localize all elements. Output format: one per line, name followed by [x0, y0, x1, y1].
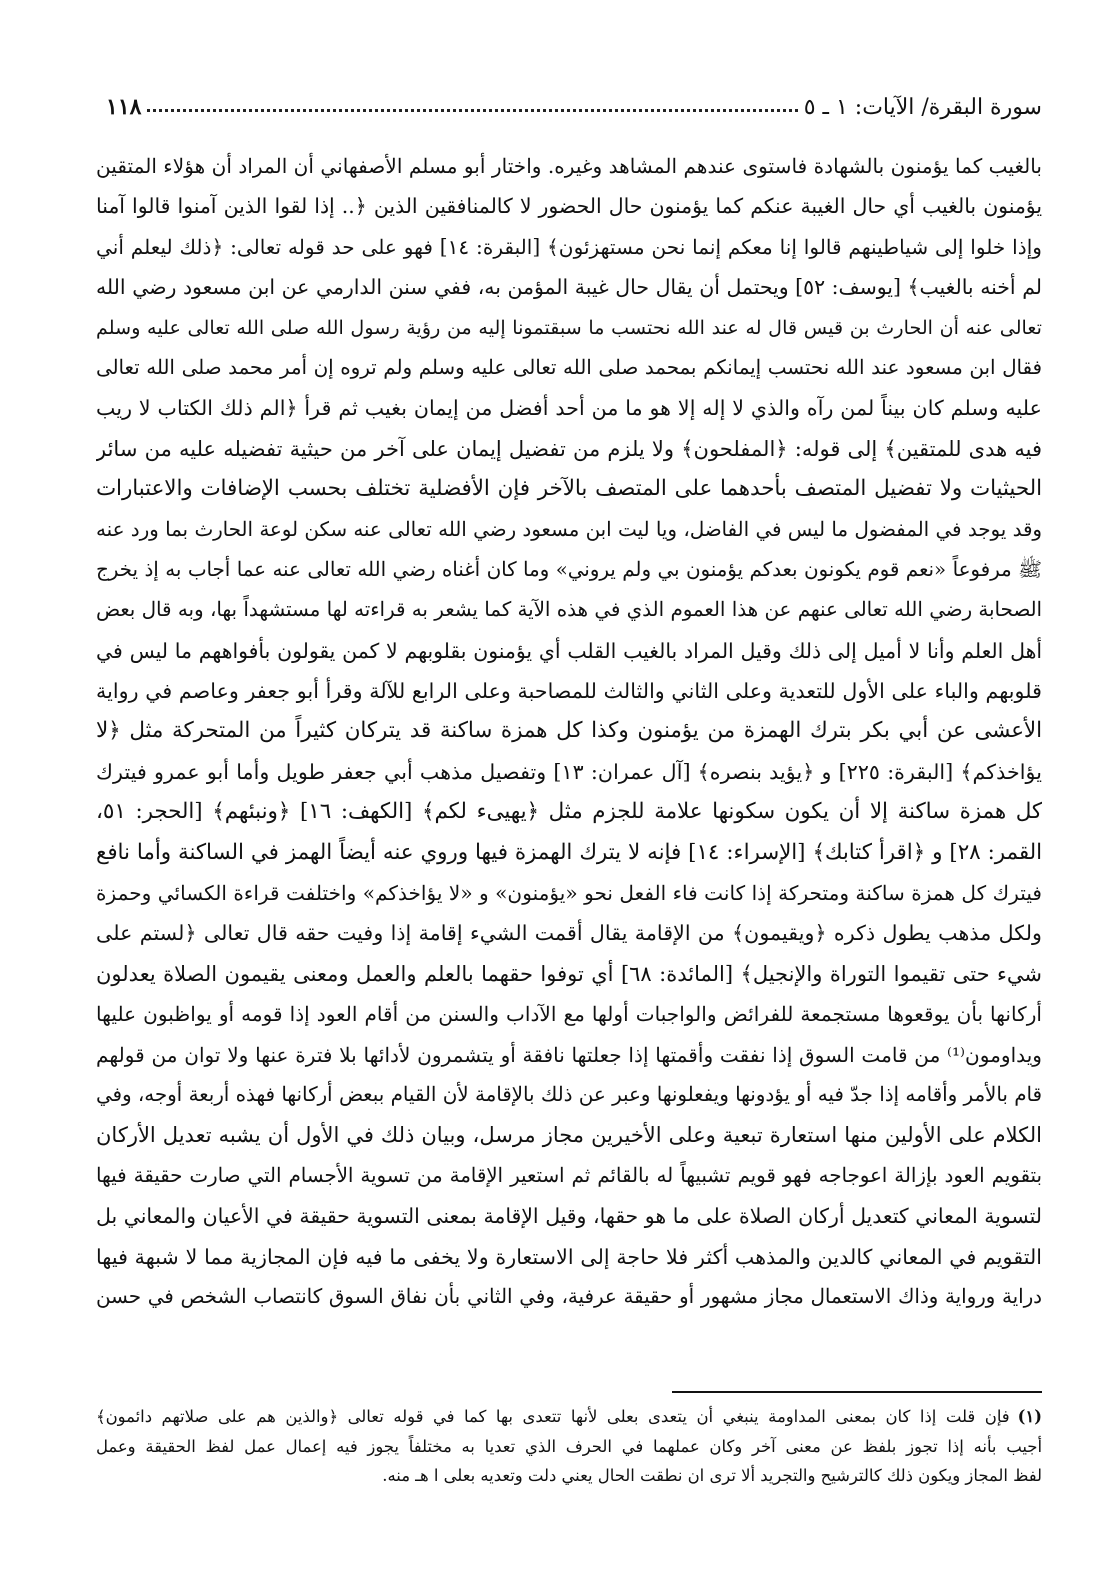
text-line: وقد يوجد في المفضول ما ليس في الفاضل، ويا ليت ابن مسعود رضي الله تعالى عنه سكن لوعة الحارث بما ورد عنه: [96, 517, 1042, 541]
text-line: فيه هدى للمتقين﴾ إلى قوله: ﴿المفلحون﴾ ولا يلزم من تفضيل إيمان على آخر من حيثية تفضيله عليه من سائر: [96, 436, 1042, 461]
page-header: [96, 84, 1042, 120]
text-line: قلوبهم والباء على الأول للتعدية وعلى الثاني والثالث للمصاحبة وعلى الرابع للآلة وقرأ أبو جعفر وعاصم في رواية: [96, 679, 1042, 704]
footnote-line: لفظ المجاز ويكون ذلك كالترشيح والتجريد ألا ترى ان نطقت الحال يعني دلت وتعديه بعلى ا هـ منه.: [382, 1466, 1042, 1485]
text-line: الأعشى عن أبي بكر بترك الهمزة من يؤمنون وكذا كل همزة ساكنة قد يتركان كثيراً من المتحركة مثل ﴿لا: [96, 718, 1042, 744]
text-line: أركانها بأن يوقعوها مستجمعة للفرائض والواجبات أولها مع الآداب والسنن من أقام العود إذا قومه أو يواظبون عليها: [96, 1002, 1042, 1027]
text-line: أهل العلم وأنا لا أميل إلى ذلك وقيل المراد بالغيب القلب أي يؤمنون بقلوبهم لا كمن يقولون بأفواههم ما ليس في: [96, 638, 1042, 663]
text-line: تعالى عنه أن الحارث بن قيس قال له عند الله نحتسب ما سبقتمونا إليه من رؤية رسول الله صلى الله تعالى عليه وسلم: [96, 315, 1042, 339]
page-number: ١١٨: [106, 94, 142, 120]
text-line: الصحابة رضي الله تعالى عنهم عن هذا العموم الذي في هذه الآية كما يشعر به قراءته لها مستشهداً بها، وبه قال بعض: [96, 598, 1042, 622]
running-title: سورة البقرة/ الآيات: ١ ـ ٥: [803, 95, 1042, 120]
text-line: لم أخنه بالغيب﴾ [يوسف: ٥٢] ويحتمل أن يقال حال غيبة المؤمن به، ففي سنن الدارمي عن ابن مسعود رضي الله: [96, 275, 1042, 300]
text-line: يؤاخذكم﴾ [البقرة: ٢٢٥] و ﴿يؤيد بنصره﴾ [آل عمران: ١٣] وتفصيل مذهب أبي جعفر طويل وأما أبو عمرو فيترك: [96, 759, 1042, 784]
text-line: التقويم في المعاني كالدين والمذهب أكثر فلا حاجة إلى الاستعارة ولا يخفى ما فيه فإن المجازية مما لا شبهة فيها: [96, 1244, 1042, 1269]
text-line: الكلام على الأولين منها استعارة تبعية وعلى الأخيرين مجاز مرسل، وبيان ذلك في الأول أن يشبه تعديل الأركان: [96, 1123, 1042, 1148]
text-line: بالغيب كما يؤمنون بالشهادة فاستوى عندهم المشاهد وغيره. واختار أبو مسلم الأصفهاني أن المراد أن هؤلاء المتقين: [96, 154, 1042, 178]
text-line: عليه وسلم كان بيناً لمن رآه والذي لا إله إلا هو ما من أحد أفضل من إيمان بغيب ثم قرأ ﴿الم ذلك الكتاب لا ريب: [96, 396, 1042, 421]
footnote-separator: [672, 1391, 1042, 1393]
text-line: دراية ورواية وذاك الاستعمال مجاز مشهور أو حقيقة عرفية، وفي الثاني بأن نفاق السوق كانتصاب الشخص في حسن: [96, 1284, 1042, 1308]
footnote-line: أجيب بأنه إذا تجوز بلفظ عن معنى آخر وكان عملهما في الحرف الذي تعديا به مختلفاً يجوز فيه إعمال عمل لفظ الحقيقة وعمل: [96, 1436, 1042, 1456]
text-line: وإذا خلوا إلى شياطينهم قالوا إنا معكم إنما نحن مستهزئون﴾ [البقرة: ١٤] فهو على حد قوله تعالى: ﴿ذلك ليعلم أني: [96, 234, 1042, 259]
text-line: ويداومون⁽¹⁾ من قامت السوق إذا نفقت وأقمتها إذا جعلتها نافقة أو يتشمرون لأدائها بلا فترة عنها ولا توان من قولهم: [96, 1042, 1042, 1067]
text-line: قام بالأمر وأقامه إذا جدّ فيه أو يؤدونها ويفعلونها وعبر عن ذلك بالإقامة لأن القيام ببعض أركانها فهذه أربعة أوجه، وفي: [96, 1082, 1042, 1106]
header-dotted-leader: [147, 109, 797, 112]
text-line: كل همزة ساكنة إلا أن يكون سكونها علامة للجزم مثل ﴿يهيىء لكم﴾ [الكهف: ١٦] ﴿ونبئهم﴾ [الحجر: ٥١،: [96, 799, 1042, 825]
main-text: [96, 146, 1042, 1317]
text-line: شيء حتى تقيموا التوراة والإنجيل﴾ [المائدة: ٦٨] أي توفوا حقهما بالعلم والعمل ومعنى يقيمون الصلاة يعدلون: [96, 961, 1042, 986]
text-line: بتقويم العود بإزالة اعوجاجه فهو قويم تشبيهاً له بالقائم ثم استعير الإقامة من تسوية الأجسام التي صارت حقيقة فيها: [96, 1163, 1042, 1187]
text-line: ولكل مذهب يطول ذكره ﴿ويقيمون﴾ من الإقامة يقال أقمت الشيء إقامة إذا وفيت حقه قال تعالى ﴿لستم على: [96, 921, 1042, 946]
footnote-line: [96, 1402, 1042, 1432]
text-line: فيترك كل همزة ساكنة ومتحركة إذا كانت فاء الفعل نحو «يؤمنون» و «لا يؤاخذكم» واختلفت قراءة الكسائي وحمزة: [96, 881, 1042, 906]
footnote-marker: (١): [1017, 1407, 1042, 1426]
text-line: القمر: ٢٨] و ﴿اقرأ كتابك﴾ [الإسراء: ١٤] فإنه لا يترك الهمزة فيها وروي عنه أيضاً الهمز في الساكنة وأما نافع: [96, 839, 1042, 865]
text-line: لتسوية المعاني كتعديل أركان الصلاة على ما هو حقها، وقيل الإقامة بمعنى التسوية حقيقة في الأعيان والمعاني بل: [96, 1204, 1042, 1229]
text-line: فقال ابن مسعود عند الله نحتسب إيمانكم بمحمد صلى الله تعالى عليه وسلم ولم تروه إن أمر محمد صلى الله تعالى: [96, 355, 1042, 379]
footnotes: [96, 1402, 1042, 1491]
text-line: ﷺ مرفوعاً «نعم قوم يكونون بعدكم يؤمنون بي ولم يروني» وما كان أغناه رضي الله تعالى عنه عما أجاب به إذ يخرج: [96, 557, 1042, 581]
text-line: يؤمنون بالغيب أي حال الغيبة عنكم كما يؤمنون حال الحضور لا كالمنافقين الذين ﴿.. إذا لقوا الذين آمنوا قالوا آمنا: [96, 194, 1042, 219]
footnote-text: فإن قلت إذا كان بمعنى المداومة ينبغي أن يتعدى بعلى لأنها تتعدى بها كما في قوله تعالى ﴿والذين هم على صلاتهم دائمون﴾: [96, 1407, 1010, 1426]
text-line: الحيثيات ولا تفضيل المتصف بأحدهما على المتصف بالآخر فإن الأفضلية تختلف بحسب الإضافات والاعتبارات: [96, 476, 1042, 502]
